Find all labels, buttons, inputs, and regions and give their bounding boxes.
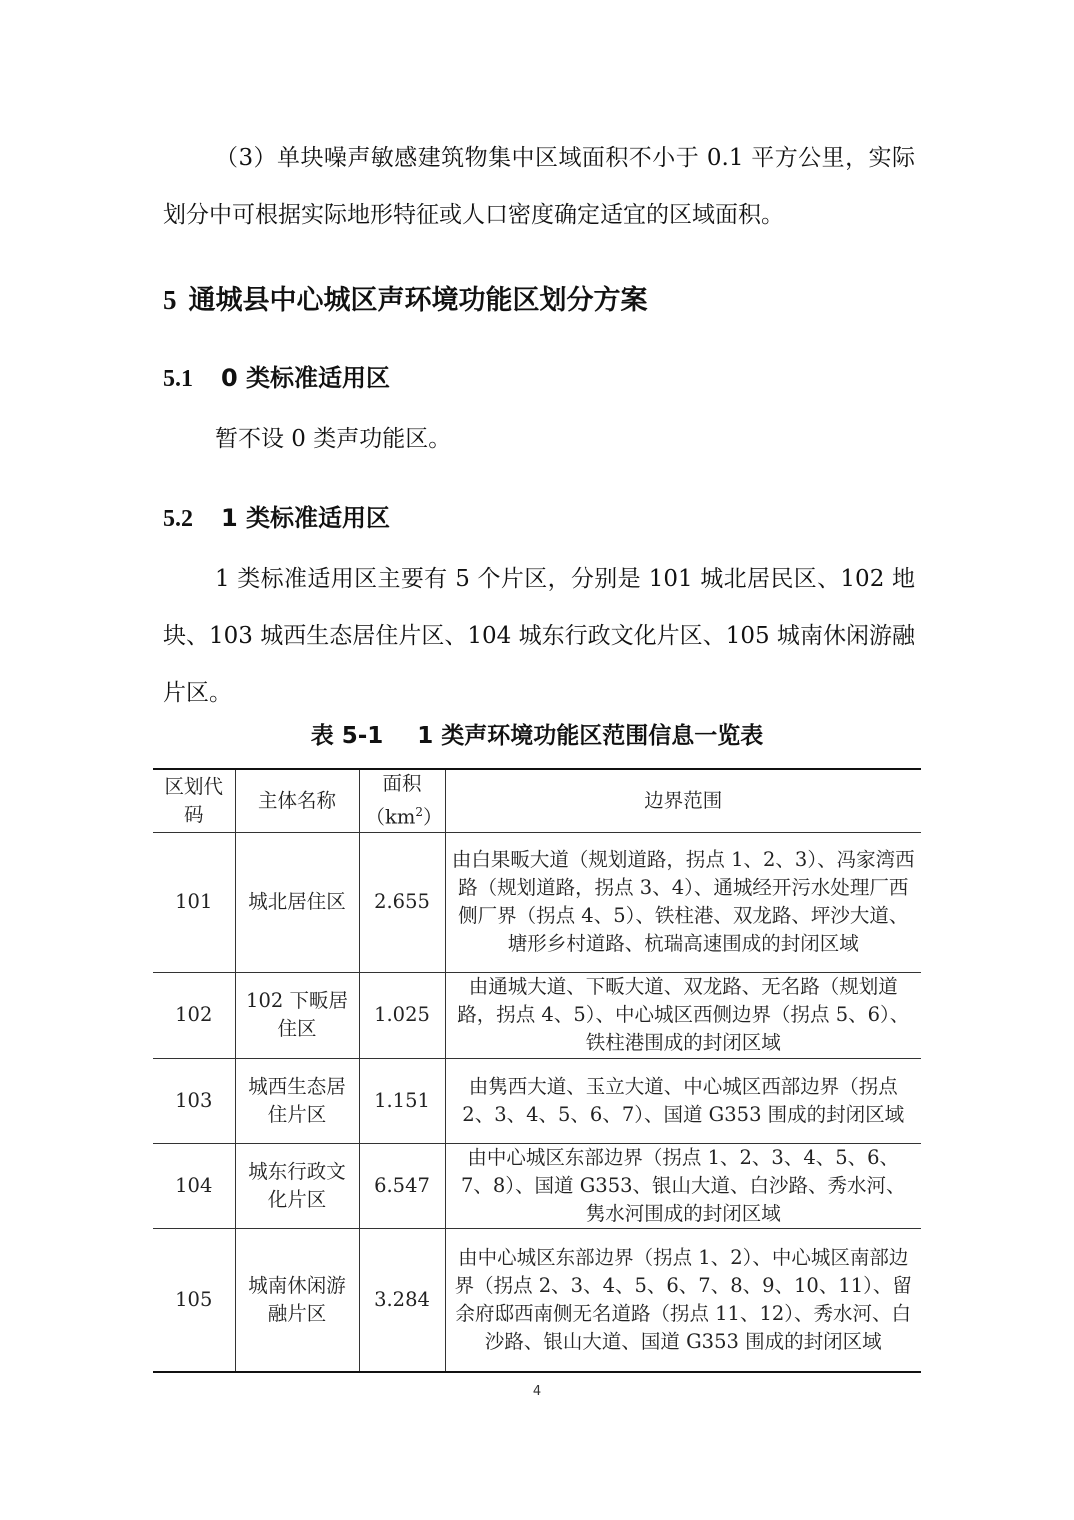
section-title: 通城县中心城区声环境功能区划分方案 xyxy=(188,285,648,316)
cell-code: 105 xyxy=(153,1228,235,1372)
section-heading-5-2 xyxy=(163,498,390,539)
cell-name: 城东行政文化片区 xyxy=(235,1143,359,1228)
table-caption-title: 1 类声环境功能区范围信息一览表 xyxy=(417,723,764,749)
cell-area: 6.547 xyxy=(359,1143,445,1228)
zone-table xyxy=(153,768,921,1373)
cell-area: 2.655 xyxy=(359,832,445,972)
cell-boundary: 由通城大道、下畈大道、双龙路、无名路（规划道路，拐点 4、5）、中心城区西侧边界（拐点 5、6）、铁柱港围成的封闭区域 xyxy=(445,972,921,1058)
table-header-row xyxy=(153,769,921,832)
section-heading-5 xyxy=(163,278,648,323)
cell-name: 城南休闲游融片区 xyxy=(235,1228,359,1372)
cell-area: 3.284 xyxy=(359,1228,445,1372)
header-name: 主体名称 xyxy=(235,769,359,832)
table-row xyxy=(153,1228,921,1372)
cell-code: 102 xyxy=(153,972,235,1058)
header-boundary: 边界范围 xyxy=(445,769,921,832)
paragraph-class1-areas: 1 类标准适用区主要有 5 个片区，分别是 101 城北居民区、102 地块、103 城西生态居住片区、104 城东行政文化片区、105 城南休闲游融片区。 xyxy=(163,566,915,706)
section-heading-5-1 xyxy=(163,358,390,399)
header-code: 区划代码 xyxy=(164,774,223,826)
cell-name: 城西生态居住片区 xyxy=(235,1058,359,1143)
header-area-label: 面积 xyxy=(382,772,422,795)
table-row xyxy=(153,1143,921,1228)
cell-boundary: 由隽西大道、玉立大道、中心城区西部边界（拐点 2、3、4、5、6、7）、国道 G353 围成的封闭区域 xyxy=(445,1058,921,1143)
cell-name: 102 下畈居住区 xyxy=(235,972,359,1058)
header-area-sup: 2 xyxy=(415,805,423,819)
section-number: 5.2 xyxy=(163,506,193,532)
table-row xyxy=(153,832,921,972)
cell-code: 103 xyxy=(153,1058,235,1143)
section-number: 5 xyxy=(163,285,177,315)
paragraph-class0: 暂不设 0 类声功能区。 xyxy=(215,426,452,452)
section-title: 0 类标准适用区 xyxy=(221,364,391,392)
header-area-unit: （km xyxy=(365,805,416,829)
cell-name: 城北居住区 xyxy=(235,832,359,972)
header-area-close: ） xyxy=(422,805,443,829)
cell-area: 1.151 xyxy=(359,1058,445,1143)
table-row xyxy=(153,1058,921,1143)
page-number: 4 xyxy=(532,1384,542,1399)
cell-boundary: 由中心城区东部边界（拐点 1、2、3、4、5、6、7、8）、国道 G353、银山大道、白沙路、秀水河、隽水河围成的封闭区域 xyxy=(445,1143,921,1228)
section-number: 5.1 xyxy=(163,366,193,392)
cell-area: 1.025 xyxy=(359,972,445,1058)
cell-code: 104 xyxy=(153,1143,235,1228)
table-caption-number: 表 5-1 xyxy=(310,723,384,749)
cell-boundary: 由中心城区东部边界（拐点 1、2）、中心城区南部边界（拐点 2、3、4、5、6、7、8、9、10、11）、留余府邸西南侧无名道路（拐点 11、12）、秀水河、白沙路、银山大道、国道 G353 围成的封闭区域 xyxy=(445,1228,921,1372)
table-row xyxy=(153,972,921,1058)
cell-boundary: 由白果畈大道（规划道路，拐点 1、2、3）、冯家湾西路（规划道路，拐点 3、4）、通城经开污水处理厂西侧厂界（拐点 4、5）、铁柱港、双龙路、坪沙大道、塘形乡村道路、杭瑞高速围成的封闭区域 xyxy=(445,832,921,972)
section-title: 1 类标准适用区 xyxy=(221,504,391,532)
header-area xyxy=(359,769,445,832)
paragraph-area-rule: （3）单块噪声敏感建筑物集中区域面积不小于 0.1 平方公里，实际划分中可根据实际地形特征或人口密度确定适宜的区域面积。 xyxy=(163,145,915,228)
table-caption xyxy=(153,716,921,756)
cell-code: 101 xyxy=(153,832,235,972)
